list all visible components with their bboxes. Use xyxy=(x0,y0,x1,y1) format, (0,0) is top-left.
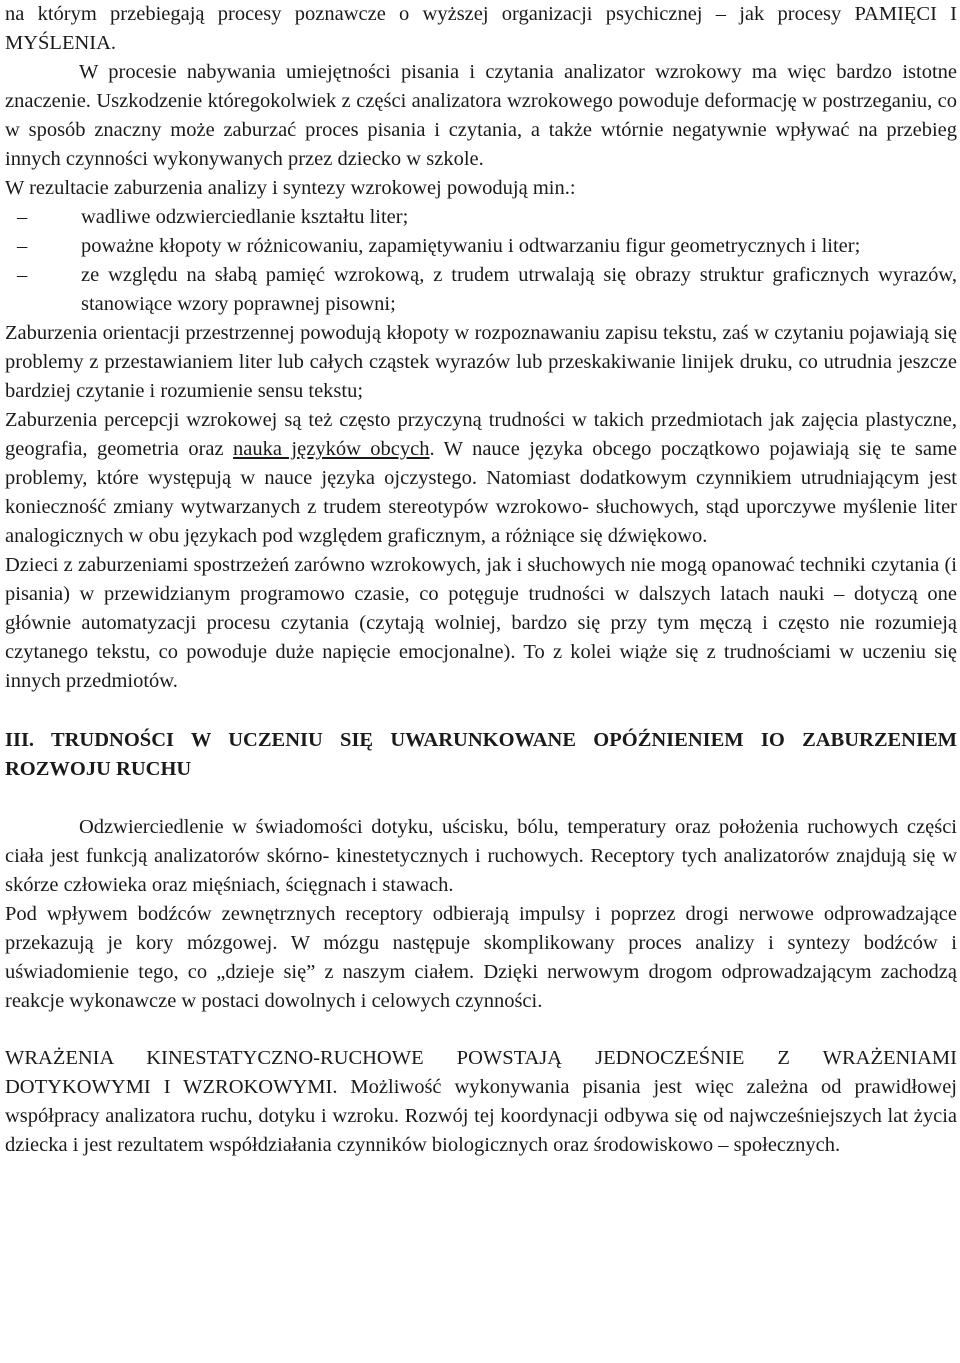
paragraph-perception-disorders: Dzieci z zaburzeniami spostrzeżeń zarówno wzrokowych, jak i słuchowych nie mogą opanować techniki czytania (i pisania) w przewidzianym programowo czasie, co potęguje trudności w dalszych latach nauki – dotyczą one głównie automatyzacji procesu czytania (czytają wolniej, bardzo się przy tym męczą i często nie rozumieją czytanego tekstu, co powoduje duże napięcie emocjonalne). To z kolei wiąże się z trudnościami w uczeniu się innych przedmiotów. xyxy=(5,554,957,692)
paragraph-list-intro: W rezultacie zaburzenia analizy i syntezy wzrokowej powodują min.: xyxy=(5,177,576,199)
spacer xyxy=(5,1016,957,1044)
paragraph-kinesthetic-impressions: WRAŻENIA KINESTATYCZNO-RUCHOWE POWSTAJĄ JEDNOCZEŚNIE Z WRAŻENIAMI DOTYKOWYMI I WZROKOWYMI. Możliwość wykonywania pisania jest więc zależna od prawidłowej współpracy analizatora ruchu, dotyku i wzroku. Rozwój tej koordynacji odbywa się od najwcześniejszych lat życia dziecka i jest rezultatem współdziałania czynników biologicznych oraz środowiskowo – społecznych. xyxy=(5,1047,957,1156)
list-item-text: ze względu na słabą pamięć wzrokową, z trudem utrwalają się obrazy struktur graficznych wyrazów, stanowiące wzory poprawnej pisowni; xyxy=(81,264,957,315)
link-foreign-languages[interactable]: nauka języków obcych xyxy=(233,438,430,460)
list-item-text: wadliwe odzwierciedlanie kształtu liter; xyxy=(81,206,409,228)
paragraph-stimuli: Pod wpływem bodźców zewnętrznych receptory odbierają impulsy i poprzez drogi nerwowe odprowadzające przekazują je kory mózgowej. W mózgu następuje skomplikowany proces analizy i syntezy bodźców i uświadomienie tego, co „dzieje się” z naszym ciałem. Dzięki nerwowym drogom odprowadzającym zachodzą reakcje wykonawcze w postaci dowolnych i celowych czynności. xyxy=(5,903,957,1012)
list-item xyxy=(5,232,957,261)
paragraph-spatial-orientation: Zaburzenia orientacji przestrzennej powodują kłopoty w rozpoznawaniu zapisu tekstu, zaś w czytaniu pojawiają się problemy z przestawianiem liter lub całych cząstek wyrazów lub przeskakiwanie linijek druku, co utrudnia jeszcze bardziej czytanie i rozumienie sensu tekstu; xyxy=(5,322,957,402)
dash-marker: – xyxy=(17,235,28,257)
dash-marker: – xyxy=(17,264,28,286)
spacer xyxy=(5,696,957,726)
paragraph-text: . W nauce języka obcego początkowo pojawiają się te same problemy, które występują w nauce języka ojczystego. Natomiast dodatkowym czynnikiem utrudniającym jest konieczność zmiany wytwarzanych z trudem stereotypów wzrokowo- słuchowych, stąd uporczywe myślenie liter analogicznych w obu językach pod względem graficznym, a różniące się dźwiękowo. xyxy=(5,438,957,547)
paragraph-intro-continuation: na którym przebiegają procesy poznawcze o wyższej organizacji psychicznej – jak procesy PAMIĘCI I MYŚLENIA. xyxy=(5,3,957,54)
effects-list xyxy=(5,203,957,319)
paragraph-kinesthetic: Odzwierciedlenie w świadomości dotyku, uścisku, bólu, temperatury oraz położenia ruchowych części ciała jest funkcją analizatorów skórno- kinestetycznych i ruchowych. Receptory tych analizatorów znajdują się w skórze człowieka oraz mięśniach, ścięgnach i stawach. xyxy=(5,816,957,896)
list-item xyxy=(5,261,957,319)
spacer xyxy=(5,784,957,813)
paragraph-visual-analyzer: W procesie nabywania umiejętności pisania i czytania analizator wzrokowy ma więc bardzo istotne znaczenie. Uszkodzenie któregokolwiek z części analizatora wzrokowego powoduje deformację w postrzeganiu, co w sposób znaczny może zaburzać proces pisania i czytania, a także wtórnie negatywnie wpływać na przebieg innych czynności wykonywanych przez dziecko w szkole. xyxy=(5,61,957,170)
list-item-text: poważne kłopoty w różnicowaniu, zapamiętywaniu i odtwarzaniu figur geometrycznych i liter; xyxy=(81,235,861,257)
dash-marker: – xyxy=(17,206,28,228)
list-item xyxy=(5,203,957,232)
section-heading: III. TRUDNOŚCI W UCZENIU SIĘ UWARUNKOWANE OPÓŹNIENIEM IO ZABURZENIEM ROZWOJU RUCHU xyxy=(5,729,957,780)
paragraph-text: Zaburzenia percepcji wzrokowej są też często przyczyną trudności w takich przedmiotach jak zajęcia plastyczne, geografia, geometria oraz xyxy=(5,409,957,460)
paragraph-visual-perception xyxy=(5,406,957,551)
